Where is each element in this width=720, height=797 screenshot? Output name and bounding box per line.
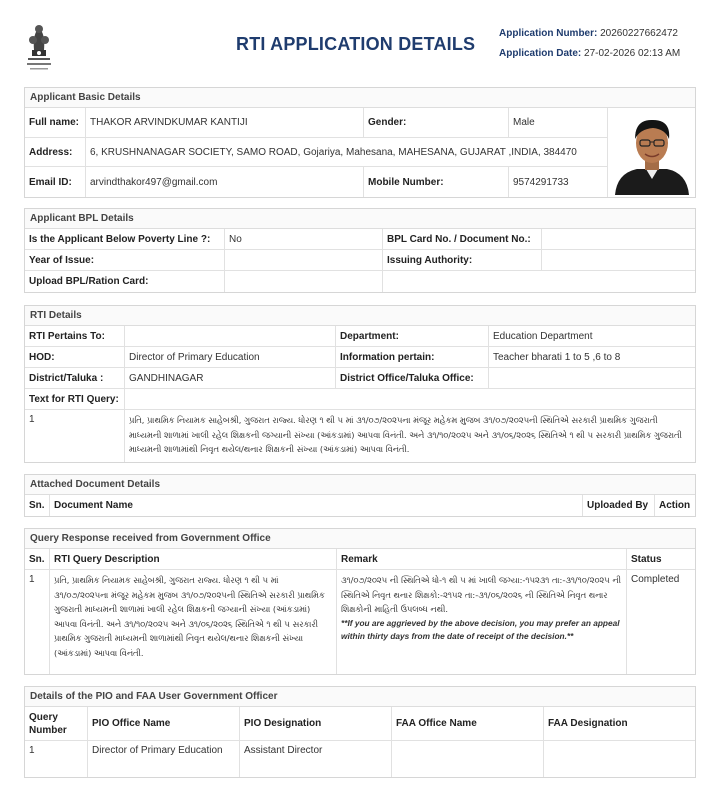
resp-desc: પ્રતિ, પ્રાથમિક નિયામક સાહેબશ્રી, ગુજરાત રાજ્ય. ધોરણ ૧ થી ૫ માં ૩૧/૦૭/૨૦૨૫ના મંજૂર મહેકમ મુજબ ૩૧/૦૭/૨૦૨૫ની સ્થિતિએ સરકારી પ્રાથમિક ગુજરાતી માધ્યમની શાળામાં ખાલી રહેલ શિક્ષકની જગ્યાની સંખ્યા (આંકડામાં) આપવા વિનંતી. અને ૩૧/૧૦/૨૦૨૫ અને ૩૧/૦૬/૨૦૨૬ સ્થિતિએ ૧ થી ૫ સરકારી પ્રાથમિક ગુજરાતી માધ્યમની શાળામાંથી નિવૃત થયેલ/થનાર શિક્ષકની સંખ્યા (આંકડામાં) આપવા વિનંતી. <box>50 570 337 674</box>
hod-value: Director of Primary Education <box>125 347 336 367</box>
pio-col-office: PIO Office Name <box>88 707 240 740</box>
email-value: arvindthakor497@gmail.com <box>86 167 364 197</box>
rti-details <box>24 305 696 463</box>
resp-status: Completed <box>631 574 680 585</box>
email-label: Email ID: <box>25 167 86 197</box>
section-heading: Query Response received from Government Office <box>25 529 695 549</box>
national-emblem-icon <box>22 20 56 76</box>
bpl-status-label: Is the Applicant Below Poverty Line ?: <box>25 229 225 249</box>
page-header <box>0 0 720 80</box>
pio-query: 1 <box>25 741 88 777</box>
attached-documents <box>24 474 696 517</box>
query-response <box>24 528 696 675</box>
section-heading: Attached Document Details <box>25 475 695 495</box>
department-value: Education Department <box>493 330 593 342</box>
department-label: Department: <box>336 326 489 346</box>
resp-col-remark: Remark <box>337 549 627 569</box>
gender-value: Male <box>513 117 535 128</box>
app-number: 20260227662472 <box>600 28 678 39</box>
pio-designation: Assistant Director <box>240 741 392 777</box>
query-number: 1 <box>25 410 125 462</box>
pio-col-query: Query Number <box>25 707 88 740</box>
faa-office <box>392 741 544 777</box>
doc-col-sn: Sn. <box>25 495 50 516</box>
resp-remark-cell <box>337 570 627 674</box>
full-name-value: THAKOR ARVINDKUMAR KANTIJI <box>86 108 364 137</box>
resp-sn: 1 <box>25 570 50 674</box>
doc-col-uploaded: Uploaded By <box>583 495 655 516</box>
bpl-status-value: No <box>225 229 383 249</box>
applicant-photo-icon <box>613 111 691 195</box>
address-label: Address: <box>25 138 86 166</box>
app-date: 27-02-2026 02:13 AM <box>584 48 681 59</box>
app-number-label: Application Number: <box>499 28 598 39</box>
section-heading: Details of the PIO and FAA User Government Officer <box>25 687 695 707</box>
year-value <box>225 250 383 270</box>
hod-label: HOD: <box>25 347 125 367</box>
application-meta <box>499 24 680 64</box>
gender-label: Gender: <box>364 108 509 137</box>
appeal-note: **If you are aggrieved by the above decision, you may prefer an appeal within thirty days from the date of receipt of the decision.** <box>341 617 620 641</box>
faa-col-office: FAA Office Name <box>392 707 544 740</box>
pio-office: Director of Primary Education <box>88 741 240 777</box>
district-value: GANDHINAGAR <box>125 368 336 388</box>
app-date-label: Application Date: <box>499 48 582 59</box>
pertains-value <box>125 326 336 346</box>
authority-value <box>542 250 695 270</box>
applicant-photo <box>607 108 695 197</box>
query-text: પ્રતિ, પ્રાથમિક નિયામક સાહેબશ્રી, ગુજરાત રાજ્ય. ધોરણ ૧ થી ૫ માં ૩૧/૦૭/૨૦૨૫ના મંજૂર મહેકમ મુજબ ૩૧/૦૭/૨૦૨૫ની સ્થિતિએ સરકારી પ્રાથમિક ગુજરાતી માધ્યમની શાળામાં ખાલી રહેલ શિક્ષકની જગ્યાની સંખ્યા (આંકડામાં) આપવા વિનંતી. અને ૩૧/૧૦/૨૦૨૫ અને ૩૧/૦૬/૨૦૨૬ સ્થિતિએ ૧ થી ૫ સરકારી પ્રાથમિક ગુજરાતી માધ્યમની શાળામાંથી નિવૃત થયેલ/થનાર શિક્ષકની સંખ્યા (આંકડામાં) આપવા વિનંતી. <box>129 415 682 454</box>
pertains-label: RTI Pertains To: <box>25 326 125 346</box>
bpl-card-label: BPL Card No. / Document No.: <box>383 229 542 249</box>
district-label: District/Taluka : <box>25 368 125 388</box>
full-name-label: Full name: <box>25 108 86 137</box>
doc-col-name: Document Name <box>50 495 583 516</box>
page-title: RTI APPLICATION DETAILS <box>236 34 476 54</box>
mobile-value: 9574291733 <box>513 176 569 188</box>
pio-col-designation: PIO Designation <box>240 707 392 740</box>
resp-col-status: Status <box>631 553 662 565</box>
resp-col-desc: RTI Query Description <box>50 549 337 569</box>
mobile-label: Mobile Number: <box>364 167 509 197</box>
pio-faa-details <box>24 686 696 778</box>
section-heading: Applicant BPL Details <box>25 209 695 229</box>
doc-col-action: Action <box>659 500 691 511</box>
section-heading: RTI Details <box>25 306 695 326</box>
authority-label: Issuing Authority: <box>383 250 542 270</box>
resp-col-sn: Sn. <box>25 549 50 569</box>
section-heading: Applicant Basic Details <box>25 88 695 108</box>
faa-designation <box>544 741 695 777</box>
office-label: District Office/Taluka Office: <box>336 368 489 388</box>
address-value: 6, KRUSHNANAGAR SOCIETY, SAMO ROAD, Gojariya, Mahesana, MAHESANA, GUJARAT ,INDIA, 384470 <box>90 146 577 158</box>
office-value <box>489 368 695 388</box>
bpl-card-value <box>542 229 695 249</box>
resp-remark: ૩૧/૦૭/૨૦૨૫ ની સ્થિતિએ ધો-૧ થી ૫ માં ખાલી જગ્યા:-૧૫૨૩૧ તા:-૩૧/૧૦/૨૦૨૫ ની સ્થિતિએ નિવૃત થનાર શિક્ષકો:-૨૧૫૨ તા:-૩૧/૦૬/૨૦૨૬ ની સ્થિતિએ નિવૃત થનાર શિક્ષકોની માહિતી ઉપલબ્ધ નથી. <box>341 575 621 614</box>
info-value: Teacher bharati 1 to 5 ,6 to 8 <box>493 351 621 363</box>
upload-value <box>225 271 383 292</box>
year-label: Year of Issue: <box>25 250 225 270</box>
applicant-basic-details <box>24 87 696 198</box>
info-label: Information pertain: <box>336 347 489 367</box>
applicant-bpl-details <box>24 208 696 293</box>
query-text-label: Text for RTI Query: <box>25 389 125 409</box>
faa-col-designation: FAA Designation <box>548 718 628 729</box>
upload-label: Upload BPL/Ration Card: <box>25 271 225 292</box>
